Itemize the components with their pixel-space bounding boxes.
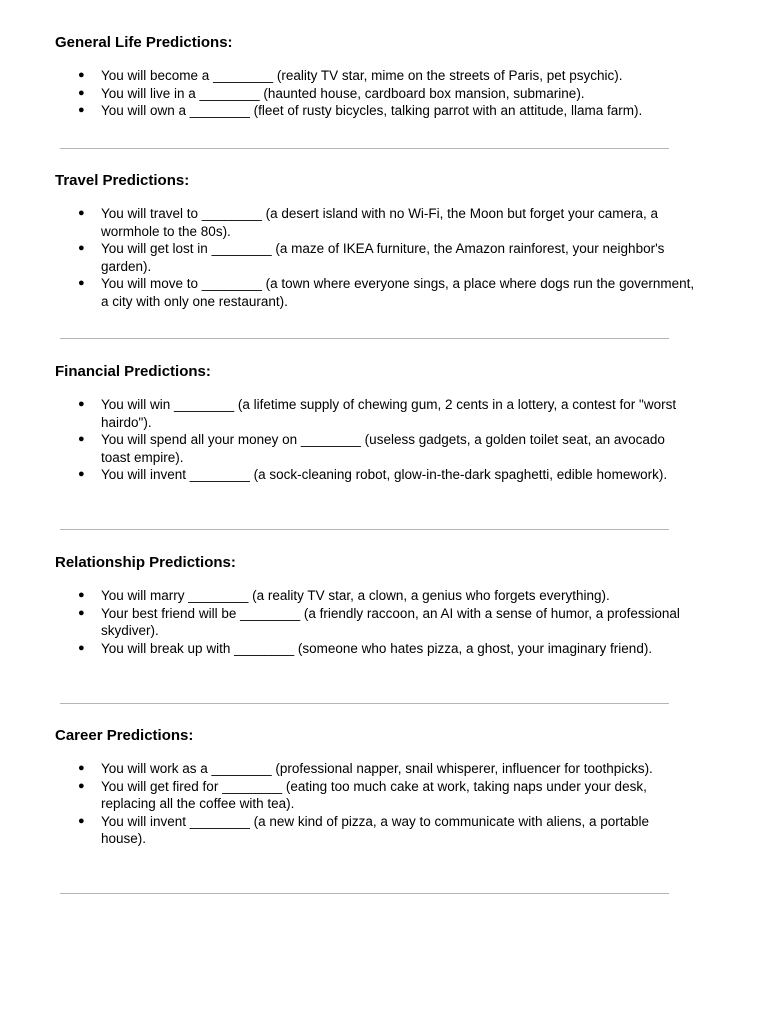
bullet-icon: ● bbox=[78, 641, 85, 654]
list-item-text: You will win ________ (a lifetime supply of chewing gum, 2 cents in a lottery, a contest for "worst hairdo"). bbox=[101, 397, 677, 430]
section-general-life bbox=[55, 34, 695, 119]
prediction-list bbox=[55, 205, 695, 311]
section-title: Financial Predictions: bbox=[55, 363, 211, 380]
bullet-icon: ● bbox=[78, 814, 85, 827]
prediction-list bbox=[55, 396, 695, 484]
list-item-text: You will travel to ________ (a desert island with no Wi-Fi, the Moon but forget your camera, a wormhole to the 80s). bbox=[101, 206, 659, 239]
list-item-text: You will work as a ________ (professional napper, snail whisperer, influencer for toothpicks). bbox=[101, 761, 653, 776]
section-travel bbox=[55, 172, 695, 309]
list-item-text: You will marry ________ (a reality TV star, a clown, a genius who forgets everything). bbox=[101, 588, 610, 603]
list-item-text: You will break up with ________ (someone who hates pizza, a ghost, your imaginary friend). bbox=[101, 640, 653, 656]
list-item bbox=[55, 778, 695, 813]
section-title: Career Predictions: bbox=[55, 727, 194, 744]
list-item bbox=[55, 466, 695, 484]
bullet-icon: ● bbox=[78, 762, 85, 774]
list-item-text: You will get lost in ________ (a maze of IKEA furniture, the Amazon rainforest, your neighbor's garden). bbox=[101, 241, 665, 274]
section-title: Travel Predictions: bbox=[55, 172, 190, 189]
bullet-icon: ● bbox=[78, 433, 85, 446]
list-item bbox=[55, 813, 695, 848]
list-item bbox=[55, 587, 695, 605]
section-divider bbox=[60, 338, 669, 339]
list-item-text: You will become a ________ (reality TV star, mime on the streets of Paris, pet psychic). bbox=[101, 68, 623, 83]
bullet-icon: ● bbox=[78, 606, 85, 619]
bullet-icon: ● bbox=[78, 779, 85, 792]
bullet-icon: ● bbox=[78, 277, 85, 290]
section-divider bbox=[60, 529, 669, 530]
section-divider bbox=[60, 148, 669, 149]
list-item bbox=[55, 67, 695, 85]
list-item bbox=[55, 85, 695, 103]
list-item-text: You will move to ________ (a town where everyone sings, a place where dogs run the government, a city with only one restaurant). bbox=[101, 276, 695, 309]
prediction-list bbox=[55, 67, 695, 120]
list-item bbox=[55, 396, 695, 431]
prediction-list bbox=[55, 760, 695, 848]
section-career bbox=[55, 727, 695, 847]
section-title: Relationship Predictions: bbox=[55, 554, 236, 571]
section-financial bbox=[55, 363, 695, 483]
list-item bbox=[55, 102, 695, 120]
section-relationship bbox=[55, 554, 695, 656]
bullet-icon: ● bbox=[78, 242, 85, 255]
bullet-icon: ● bbox=[78, 468, 85, 481]
list-item-text: Your best friend will be ________ (a friendly raccoon, an AI with a sense of humor, a professional skydiver). bbox=[101, 605, 680, 639]
list-item-text: You will live in a ________ (haunted house, cardboard box mansion, submarine). bbox=[101, 85, 585, 101]
list-item-text: You will spend all your money on ________ (useless gadgets, a golden toilet seat, an avocado toast empire). bbox=[101, 432, 665, 465]
list-item bbox=[55, 431, 695, 466]
section-title: General Life Predictions: bbox=[55, 34, 233, 51]
prediction-list bbox=[55, 587, 695, 657]
bullet-icon: ● bbox=[78, 398, 85, 410]
bullet-icon: ● bbox=[78, 86, 85, 99]
list-item-text: You will own a ________ (fleet of rusty bicycles, talking parrot with an attitude, llama farm). bbox=[101, 103, 643, 119]
bullet-icon: ● bbox=[78, 207, 85, 219]
list-item bbox=[55, 760, 695, 778]
list-item-text: You will get fired for ________ (eating too much cake at work, taking naps under your desk, replacing all the coffee with tea). bbox=[101, 778, 647, 812]
list-item bbox=[55, 205, 695, 240]
bullet-icon: ● bbox=[78, 69, 85, 81]
section-divider bbox=[60, 703, 669, 704]
list-item bbox=[55, 275, 695, 310]
list-item bbox=[55, 640, 695, 658]
bullet-icon: ● bbox=[78, 589, 85, 601]
section-divider bbox=[60, 893, 669, 894]
bullet-icon: ● bbox=[78, 104, 85, 117]
list-item-text: You will invent ________ (a new kind of pizza, a way to communicate with aliens, a portable house). bbox=[101, 813, 650, 847]
list-item bbox=[55, 605, 695, 640]
list-item-text: You will invent ________ (a sock-cleaning robot, glow-in-the-dark spaghetti, edible homework). bbox=[101, 467, 668, 483]
list-item bbox=[55, 240, 695, 275]
